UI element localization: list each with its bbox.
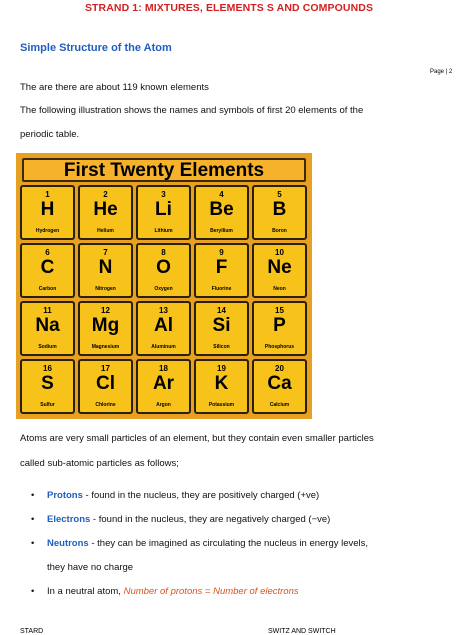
protons-description: - found in the nucleus, they are positively charged (+ve)	[82, 490, 320, 501]
element-cell	[252, 185, 307, 240]
paragraph-known-elements: The are there are about 119 known elements	[20, 82, 209, 93]
element-name: Oxygen	[154, 286, 173, 292]
element-symbol: Al	[154, 315, 173, 336]
element-symbol: C	[40, 257, 55, 278]
bullet-dot: •	[31, 514, 35, 525]
element-name: Sulfur	[40, 402, 55, 408]
element-cell	[136, 243, 191, 298]
element-symbol: B	[272, 199, 287, 220]
element-cell	[194, 185, 249, 240]
element-symbol: S	[41, 373, 54, 394]
electrons-description: - found in the nucleus, they are negatively charged (−ve)	[90, 514, 331, 525]
element-symbol: Na	[35, 315, 60, 336]
element-cell	[20, 301, 75, 356]
element-cell	[252, 301, 307, 356]
element-cell	[78, 301, 133, 356]
element-symbol: Mg	[91, 315, 120, 336]
element-symbol: Ne	[267, 257, 292, 278]
element-name: Sodium	[38, 344, 57, 350]
element-symbol: Be	[209, 199, 234, 220]
element-cell	[252, 359, 307, 414]
element-cell	[136, 185, 191, 240]
element-number: 6	[45, 248, 50, 257]
page-number: Page | 2	[430, 69, 453, 75]
element-name: Lithium	[154, 228, 173, 234]
footer-left: STARD	[20, 628, 44, 635]
element-name: Potassium	[208, 402, 235, 408]
element-cell	[78, 185, 133, 240]
periodic-table-title: First Twenty Elements	[22, 158, 306, 182]
element-number: 11	[43, 306, 52, 315]
bullet-dot: •	[31, 490, 35, 501]
element-symbol: P	[273, 315, 286, 336]
element-number: 20	[275, 364, 284, 373]
element-symbol: Si	[212, 315, 231, 336]
element-name: Boron	[272, 228, 287, 234]
element-symbol: Ar	[152, 373, 175, 394]
bullet-dot: •	[31, 586, 35, 597]
element-name: Argon	[156, 402, 171, 408]
paragraph-illustration-intro-cont: periodic table.	[20, 129, 80, 140]
element-cell	[194, 243, 249, 298]
element-number: 14	[217, 306, 226, 315]
element-symbol: H	[40, 199, 55, 220]
term-electrons: Electrons	[47, 514, 91, 525]
neutrons-description: - they can be imagined as circulating the nucleus in energy levels,	[88, 538, 369, 549]
element-cell	[136, 359, 191, 414]
element-cell	[136, 301, 191, 356]
element-number: 2	[103, 190, 108, 199]
element-number: 16	[43, 364, 52, 373]
element-name: Helium	[97, 228, 114, 234]
element-number: 3	[161, 190, 166, 199]
element-symbol: N	[98, 257, 113, 278]
element-name: Silicon	[213, 344, 230, 350]
element-number: 5	[277, 190, 282, 199]
element-cell	[194, 359, 249, 414]
neutral-atom-rule: Number of protons = Number of electrons	[123, 586, 299, 597]
element-cell	[20, 243, 75, 298]
element-symbol: He	[93, 199, 118, 220]
element-grid	[20, 185, 308, 414]
element-name: Chlorine	[95, 402, 116, 408]
element-number: 17	[101, 364, 110, 373]
term-neutrons: Neutrons	[47, 538, 89, 549]
element-number: 12	[101, 306, 110, 315]
element-name: Carbon	[38, 286, 57, 292]
element-name: Phosphorus	[264, 344, 295, 350]
element-number: 7	[103, 248, 108, 257]
element-symbol: Cl	[96, 373, 115, 394]
list-item-neutrons	[20, 538, 450, 574]
element-number: 8	[161, 248, 166, 257]
paragraph-illustration-intro: The following illustration shows the names and symbols of first 20 elements of the	[20, 105, 364, 116]
bullet-dot: •	[31, 538, 35, 549]
element-name: Neon	[273, 286, 286, 292]
list-item-neutral-atom	[20, 586, 450, 598]
neutral-atom-lead: In a neutral atom,	[47, 586, 124, 597]
element-cell	[20, 185, 75, 240]
element-name: Nitrogen	[95, 286, 116, 292]
section-heading: Simple Structure of the Atom	[20, 42, 172, 54]
element-name: Magnesium	[91, 344, 120, 350]
periodic-table-image	[16, 153, 312, 419]
element-cell	[20, 359, 75, 414]
element-cell	[194, 301, 249, 356]
element-symbol: F	[215, 257, 228, 278]
element-cell	[78, 243, 133, 298]
element-number: 1	[45, 190, 50, 199]
paragraph-atoms: Atoms are very small particles of an element, but they contain even smaller particles	[20, 433, 374, 444]
element-symbol: K	[214, 373, 229, 394]
element-name: Hydrogen	[35, 228, 60, 234]
element-symbol: Ca	[267, 373, 292, 394]
element-number: 15	[275, 306, 284, 315]
page-title: STRAND 1: MIXTURES, ELEMENTS S AND COMPOUNDS	[84, 2, 374, 14]
neutrons-description-cont: they have no charge	[47, 562, 134, 573]
element-name: Beryllium	[210, 228, 233, 234]
element-number: 4	[219, 190, 224, 199]
list-item-electrons	[20, 514, 450, 526]
element-number: 19	[217, 364, 226, 373]
element-number: 13	[159, 306, 168, 315]
element-symbol: O	[156, 257, 171, 278]
element-name: Fluorine	[211, 286, 232, 292]
element-name: Calcium	[269, 402, 290, 408]
element-number: 18	[159, 364, 168, 373]
element-symbol: Li	[155, 199, 172, 220]
element-cell	[78, 359, 133, 414]
element-number: 9	[219, 248, 224, 257]
term-protons: Protons	[47, 490, 83, 501]
list-item-protons	[20, 490, 450, 502]
footer-right: SWITZ AND SWITCH	[268, 628, 336, 635]
element-cell	[252, 243, 307, 298]
element-name: Aluminum	[151, 344, 176, 350]
paragraph-subatomic: called sub-atomic particles as follows;	[20, 458, 179, 469]
element-number: 10	[275, 248, 284, 257]
subatomic-particle-list	[20, 490, 450, 598]
